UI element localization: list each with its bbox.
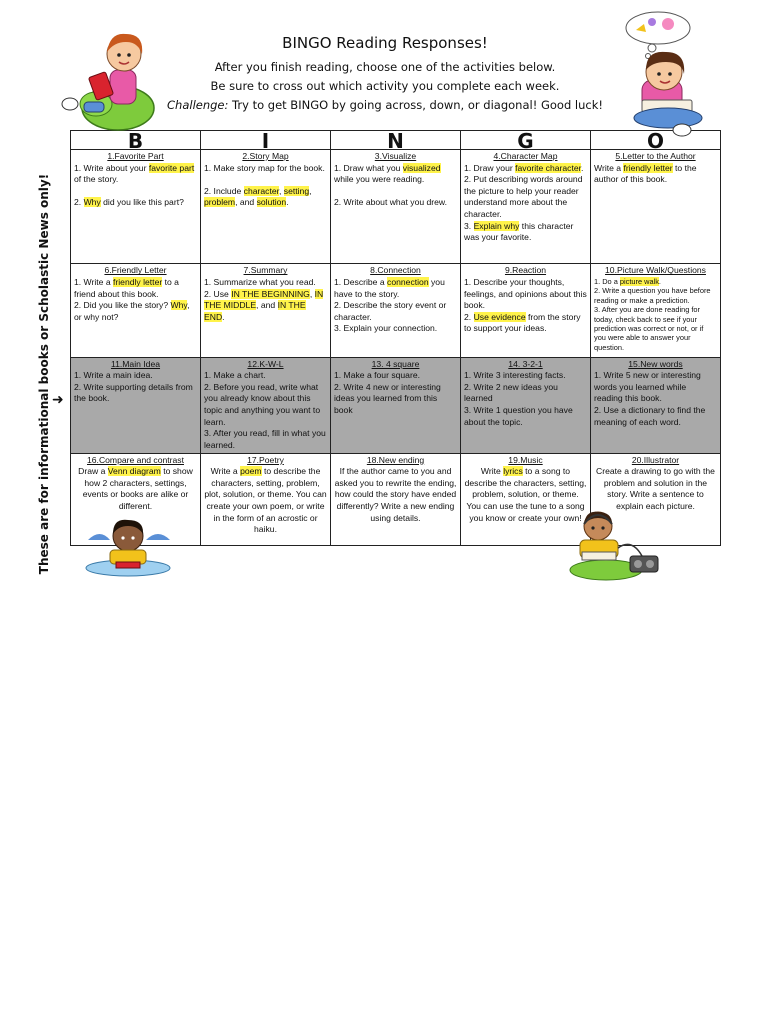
page-header xyxy=(150,34,620,115)
cell-body xyxy=(204,163,327,209)
cell-body xyxy=(594,466,717,512)
cell-body xyxy=(204,277,327,323)
cell-text: 1. Write about your xyxy=(74,162,149,173)
highlighted-keyword: Why xyxy=(83,197,101,208)
highlighted-keyword: poem xyxy=(240,466,262,477)
cell-text: 1. Describe a xyxy=(334,276,388,287)
cell-text: to describe the characters, setting, problem, plot, solution, or theme. You can create your own poem, or write in the form of an acrostic or haiku. xyxy=(204,466,327,535)
cell-text: 1. Make story map for the book. 2. Include xyxy=(204,162,325,196)
cell-body xyxy=(74,163,197,209)
highlighted-keyword: IN THE END xyxy=(204,300,306,322)
cell-title: 14. 3-2-1 xyxy=(508,358,543,369)
bingo-cell-1[interactable] xyxy=(71,150,201,264)
column-header-g: G xyxy=(461,131,591,150)
cell-title: 10.Picture Walk/Questions xyxy=(605,265,706,276)
cell-body xyxy=(334,277,457,335)
cell-body xyxy=(594,277,717,352)
cell-body xyxy=(334,163,457,209)
cell-title: 16.Compare and contrast xyxy=(87,454,184,465)
cell-text: , xyxy=(279,185,284,196)
cell-title: 5.Letter to the Author xyxy=(615,151,696,161)
cell-text: Write xyxy=(480,466,504,477)
cell-body xyxy=(334,370,457,416)
highlighted-keyword: friendly letter xyxy=(623,162,673,173)
cell-title: 1.Favorite Part xyxy=(107,151,164,161)
highlighted-keyword: Explain why xyxy=(473,220,520,231)
cell-body xyxy=(464,370,587,428)
bingo-cell-9[interactable] xyxy=(461,264,591,357)
page-title: BINGO Reading Responses! xyxy=(282,34,488,52)
highlighted-keyword: visualized xyxy=(402,162,441,173)
cell-title: 8.Connection xyxy=(370,265,421,276)
challenge-line xyxy=(150,96,620,115)
board-row xyxy=(71,264,721,357)
cell-body xyxy=(74,466,197,512)
boy-reading-music-illustration xyxy=(562,508,666,584)
bingo-cell-13[interactable] xyxy=(331,357,461,453)
column-header-b: B xyxy=(71,131,201,150)
highlighted-keyword: favorite part xyxy=(148,162,195,173)
cell-text: 1. Draw what you xyxy=(334,162,403,173)
bingo-cell-10[interactable] xyxy=(591,264,721,357)
cell-text: If the author came to you and asked you to rewrite the ending, how could the story have ended differently? Write a new ending using details. xyxy=(334,466,457,523)
cell-title: 4.Character Map xyxy=(493,151,558,161)
bingo-cell-17[interactable] xyxy=(201,453,331,545)
highlighted-keyword: Venn diagram xyxy=(107,466,161,477)
board-row xyxy=(71,150,721,264)
cell-body xyxy=(74,370,197,405)
cell-title: 13. 4 square xyxy=(371,358,420,369)
bingo-board xyxy=(70,130,721,546)
highlighted-keyword: solution xyxy=(256,197,287,208)
column-header-n: N xyxy=(331,131,461,150)
cell-text: 1. Make a four square. 2. Write 4 new or interesting ideas you learned from this book xyxy=(334,370,441,416)
cell-title: 3.Visualize xyxy=(374,151,417,161)
challenge-label: Challenge: xyxy=(167,98,229,112)
highlighted-keyword: character xyxy=(243,185,280,196)
cell-text: . xyxy=(222,311,225,322)
cell-text: 1. Do a xyxy=(594,276,620,286)
cell-text: 1. Write a main idea. 2. Write supporting details from the book. xyxy=(74,370,193,404)
cell-title: 9.Reaction xyxy=(504,265,547,276)
bingo-cell-5[interactable] xyxy=(591,150,721,264)
cell-text: did you like this part? xyxy=(100,197,184,208)
board-row xyxy=(71,357,721,453)
bingo-cell-11[interactable] xyxy=(71,357,201,453)
cell-text: . 2. Put describing words around the picture to help your reader understand more about the character. 3. xyxy=(464,162,584,231)
cell-title: 20.Illustrator xyxy=(631,454,680,465)
bingo-cell-8[interactable] xyxy=(331,264,461,357)
cell-text: of the story. 2. xyxy=(74,174,119,208)
cell-text: to a friend about this book. 2. Did you like the story? xyxy=(74,276,179,311)
cell-text: while you were reading. 2. Write about what you drew. xyxy=(334,174,448,208)
cell-text: to the author of this book. xyxy=(594,162,697,185)
side-note: These are for informational books or Scholastic News only! xyxy=(37,173,51,575)
cell-title: 18.New ending xyxy=(366,454,425,465)
girl-reading-floor-illustration xyxy=(80,512,176,580)
cell-text: , and xyxy=(235,197,257,208)
cell-text: , xyxy=(309,288,315,299)
bingo-cell-15[interactable] xyxy=(591,357,721,453)
highlighted-keyword: Use evidence xyxy=(473,311,526,322)
cell-body xyxy=(594,163,717,186)
cell-text: . 2. Write a question you have before reading or make a prediction. 3. After you are done reading for today, check back to see if your prediction was correct or not, or if you were able to answer your question. xyxy=(594,276,711,352)
cell-title: 12.K-W-L xyxy=(247,358,284,369)
cell-title: 6.Friendly Letter xyxy=(104,265,167,276)
cell-text: Write a xyxy=(210,466,241,477)
column-header-i: I xyxy=(201,131,331,150)
cell-text: 1. Make a chart. 2. Before you read, write what you already know about this topic and anything you want to learn. 3. After you read, fill in what you learned. xyxy=(204,370,326,450)
cell-title: 17.Poetry xyxy=(247,454,284,465)
highlighted-keyword: friendly letter xyxy=(113,276,163,287)
cell-text: , or why not? xyxy=(74,300,190,322)
cell-text: from the story to support your ideas. xyxy=(464,311,581,334)
cell-text: 1. Summarize what you read. 2. Use xyxy=(204,276,316,299)
highlighted-keyword: connection xyxy=(387,276,429,287)
cell-text: to show how 2 characters, settings, events or books are alike or different. xyxy=(82,466,193,512)
cell-body xyxy=(204,466,327,536)
highlighted-keyword: lyrics xyxy=(503,466,523,477)
bingo-cell-4[interactable] xyxy=(461,150,591,264)
highlighted-keyword: setting xyxy=(283,185,310,196)
cell-title: 7.Summary xyxy=(243,265,288,276)
arrow-icon: ➜ xyxy=(52,392,64,408)
cell-title: 15.New words xyxy=(628,358,683,369)
cell-text: 1. Write a xyxy=(74,276,114,287)
highlighted-keyword: problem xyxy=(204,197,236,208)
cell-text: , and xyxy=(256,300,278,311)
cell-text: this character was your favorite. xyxy=(464,220,574,243)
instruction-line-2: Be sure to cross out which activity you complete each week. xyxy=(210,79,560,93)
bingo-cell-6[interactable] xyxy=(71,264,201,357)
bingo-cell-2[interactable] xyxy=(201,150,331,264)
bingo-cell-3[interactable] xyxy=(331,150,461,264)
girl-reading-beanbag-illustration xyxy=(56,24,156,132)
instruction-line-1: After you finish reading, choose one of the activities below. xyxy=(214,60,556,74)
highlighted-keyword: IN THE BEGINNING xyxy=(231,288,310,299)
column-header-o: O xyxy=(591,131,721,150)
girl-daydreaming-illustration xyxy=(612,4,724,140)
cell-text: 1. Write 3 interesting facts. 2. Write 2 new ideas you learned 3. Write 1 question you have about the topic. xyxy=(464,370,573,427)
cell-text: you have to the story. 2. Describe the story event or character. 3. Explain your connection. xyxy=(334,276,447,334)
cell-text: to a song to describe the characters, setting, problem, solution, or theme. You can use the tune to a song you know or create your own! xyxy=(464,466,587,523)
bingo-cell-12[interactable] xyxy=(201,357,331,453)
bingo-cell-7[interactable] xyxy=(201,264,331,357)
cell-body xyxy=(464,277,587,335)
cell-body xyxy=(594,370,717,428)
cell-text: 1. Describe your thoughts, feelings, and opinions about this book. 2. xyxy=(464,276,587,322)
highlighted-keyword: picture walk xyxy=(619,276,659,286)
bingo-cell-14[interactable] xyxy=(461,357,591,453)
cell-text: 1. Draw your xyxy=(464,162,516,173)
cell-text: 1. Write 5 new or interesting words you learned while reading this book. 2. Use a dictionary to find the meaning of each word. xyxy=(594,370,706,427)
cell-text: . xyxy=(286,197,289,208)
cell-body xyxy=(74,277,197,323)
cell-text: Write a xyxy=(594,162,624,173)
highlighted-keyword: Why xyxy=(170,300,188,311)
challenge-text: Try to get BINGO by going across, down, or diagonal! Good luck! xyxy=(228,98,603,112)
cell-text: , xyxy=(309,185,312,196)
highlighted-keyword: IN THE MIDDLE xyxy=(204,288,324,311)
highlighted-keyword: favorite character xyxy=(515,162,582,173)
cell-body xyxy=(464,163,587,244)
bingo-cell-18[interactable] xyxy=(331,453,461,545)
cell-body xyxy=(204,370,327,451)
cell-text: Draw a xyxy=(78,466,108,477)
cell-title: 11.Main Idea xyxy=(110,358,161,369)
cell-title: 2.Story Map xyxy=(242,151,289,161)
cell-body xyxy=(334,466,457,524)
cell-text: Create a drawing to go with the problem and solution in the story. Write a sentence to explain each picture. xyxy=(596,466,715,512)
cell-title: 19.Music xyxy=(508,454,543,465)
